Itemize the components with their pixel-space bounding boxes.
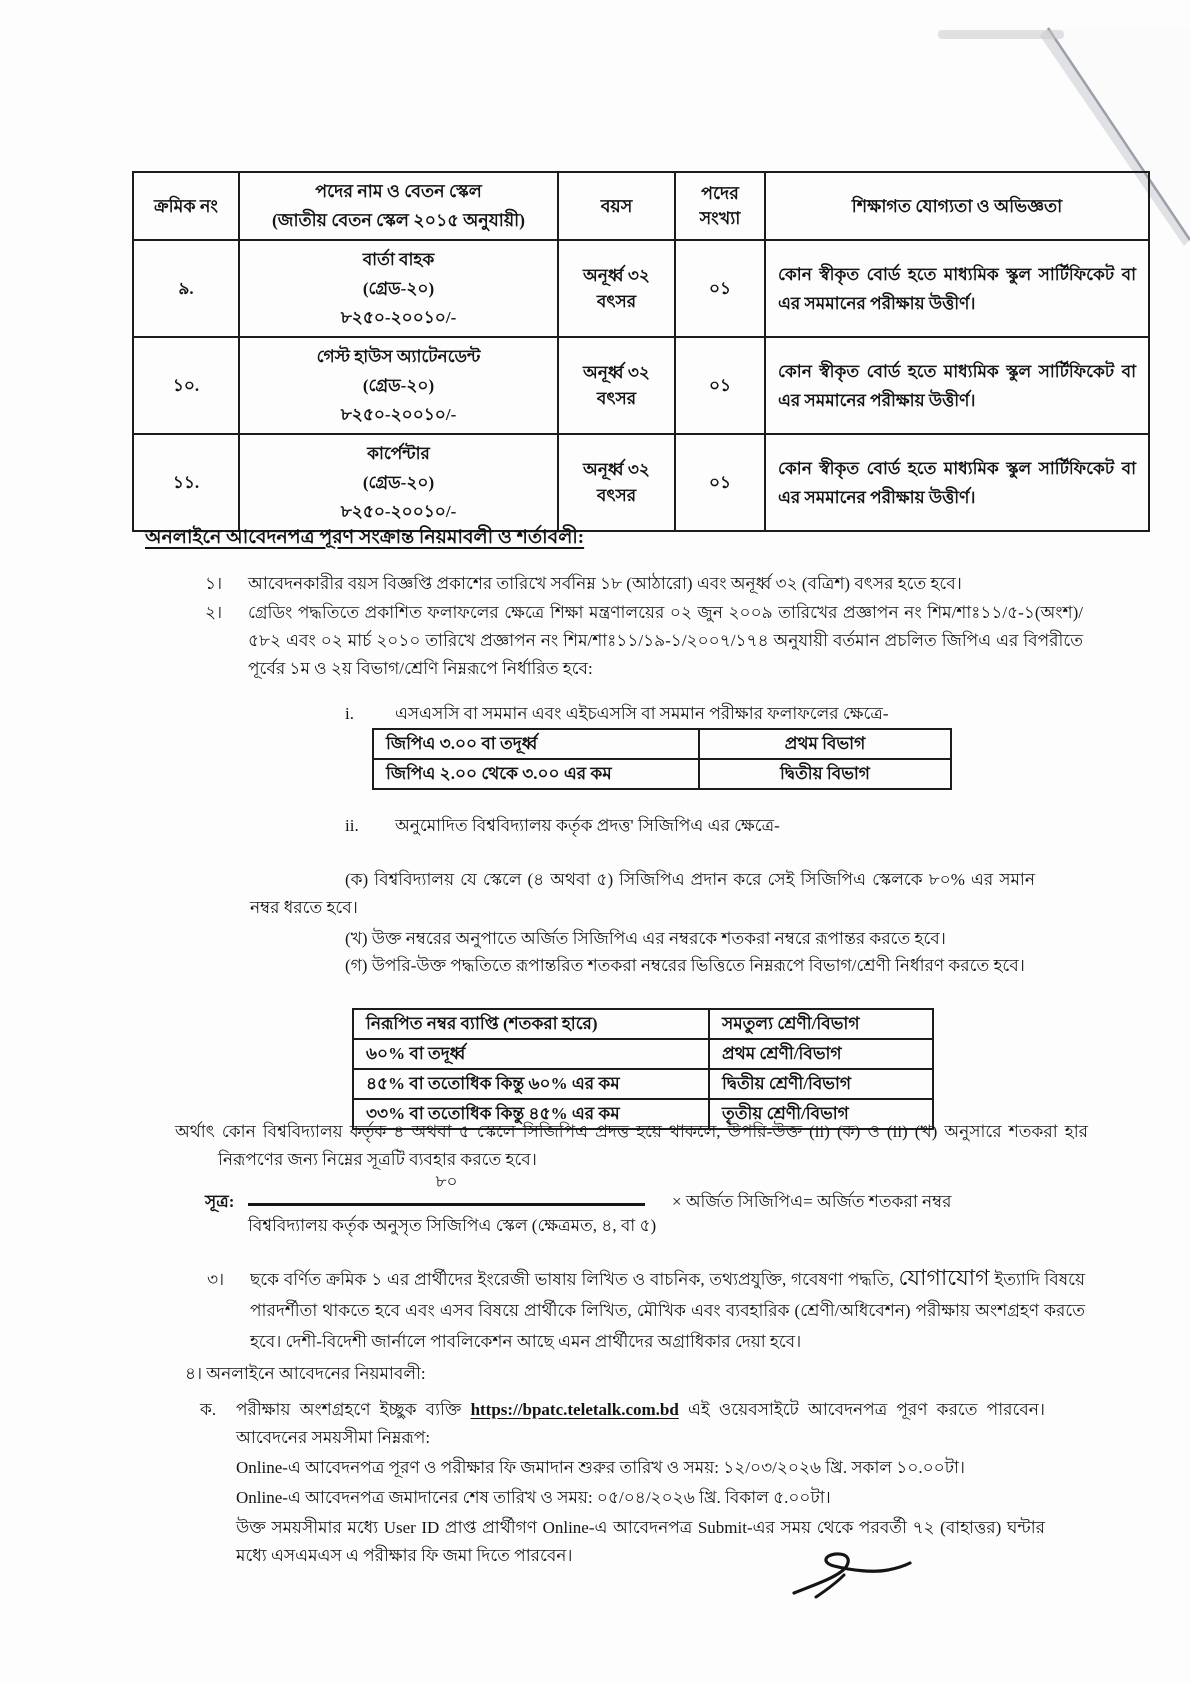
note-paragraph: অর্থাৎ কোন বিশ্ববিদ্যালয় কর্তৃক ৪ অথবা ৫ স্কেলে সিজিপিএ প্রদত্ত হয়ে থাকলে, উপরি-উক্ত (ii) (ক) ও (ii) (খ) অনুসারে শতকরা হার নিরূপণের জন্য নিম্নের সূত্রটি ব্যবহার করতে হবে। [175,1122,1088,1169]
col-header-qualification: শিক্ষাগত যোগ্যতা ও অভিজ্ঞতা [765,172,1149,240]
rule-item-2 [205,599,1083,683]
post-name: কার্পেন্টার [367,444,430,463]
sub-item-ii [345,812,1025,840]
formula-denominator: বিশ্ববিদ্যালয় কর্তৃক অনুসৃত সিজিপিএ স্কেল (ক্ষেত্রমত, ৪, বা ৫) [248,1216,657,1235]
col-header-age: বয়স [558,172,675,240]
serial-cell: ১১. [133,434,239,531]
formula-fraction-line [248,1203,645,1206]
post-pay-scale: ৮২৫০-২০০১০/- [340,405,457,424]
col-header-serial: ক্রমিক নং [133,172,239,240]
rules-heading: অনলাইনে আবেদনপত্র পূরণ সংক্রান্ত নিয়মাবলী ও শর্তাবলী: [145,527,585,548]
serial-cell: ১০. [133,337,239,434]
positions-table [132,171,1150,532]
marks-division-table [352,1008,934,1130]
para-kha: (খ) উক্ত নম্বরের অনুপাতে অর্জিত সিজিপিএ এর নম্বরকে শতকরা নম্বরে রূপান্তর করতে হবে। [345,929,946,948]
gpa-division-table [372,728,952,790]
post-cell [239,240,558,337]
division-cell: প্রথম বিভাগ [699,729,951,759]
online-start-line: Online-এ আবেদনপত্র পূরণ ও পরীক্ষার ফি জমাদান শুরুর তারিখ ও সময়: ১২/০৩/২০২৬ খ্রি. সকাল ১০.০০টা। [236,1458,966,1477]
formula-rhs: × অর্জিত সিজিপিএ= অর্জিত শতকরা নম্বর [672,1192,952,1211]
col-header-count: পদের সংখ্যা [675,172,765,240]
serial-cell: ৯. [133,240,239,337]
post-cell [239,434,558,531]
sub-item-i [345,700,1025,728]
class-cell: তৃতীয় শ্রেণী/বিভাগ [709,1099,933,1129]
count-cell: ০১ [675,240,765,337]
table-header-row [353,1009,933,1039]
gpa-range-cell: জিপিএ ৩.০০ বা তদূর্ধ্ব [373,729,699,759]
marks-range-cell: ৩৩% বা ততোধিক কিন্তু ৪৫% এর কম [353,1099,709,1129]
rule-item-1 [205,570,1083,598]
class-cell: দ্বিতীয় শ্রেণী/বিভাগ [709,1069,933,1099]
table-row [373,759,951,789]
application-website-link[interactable]: https://bpatc.teletalk.com.bd [470,1400,679,1419]
rule-item-3-number: ৩। [207,1270,225,1289]
col-header-post-line2: (জাতীয় বেতন স্কেল ২০১৫ অনুযায়ী) [271,210,526,230]
col-header-post-line1: পদের নাম ও বেতন স্কেল [315,181,482,201]
gpa-range-cell: জিপিএ ২.০০ থেকে ৩.০০ এর কম [373,759,699,789]
post-grade: (গ্রেড-২০) [362,376,435,395]
post-name: বার্তা বাহক [362,250,435,269]
ka2-label: ক. [200,1400,217,1419]
rule-item-1-number: ১। [205,574,223,593]
count-cell: ০১ [675,337,765,434]
positions-table-header-row [133,172,1149,240]
age-cell: অনূর্ধ্ব ৩২ বৎসর [558,240,675,337]
post-cell [239,337,558,434]
division-cell: দ্বিতীয় বিভাগ [699,759,951,789]
ka2-text-2: এই ওয়েবসাইটে আবেদনপত্র পূরণ করতে পারবেন। আবেদনের সময়সীমা নিম্নরূপ: [236,1400,1045,1447]
rule-item-2-text: গ্রেডিং পদ্ধতিতে প্রকাশিত ফলাফলের ক্ষেত্রে শিক্ষা মন্ত্রণালয়ের ০২ জুন ২০০৯ তারিখের প্রজ্ঞাপন নং শিম/শাঃ১১/৫-১(অংশ)/৫৮২ এবং ০২ মার্চ ২০১০ তারিখে প্রজ্ঞাপন নং শিম/শাঃ১১/১৯-১/২০০৭/১৭৪ অনুযায়ী বর্তমান প্রচলিত জিপিএ এর বিপরীতে পূর্বের ১ম ও ২য় বিভাগ/শ্রেণি নিম্নরূপে নির্ধারিত হবে: [248,603,1083,678]
online-end-line: Online-এ আবেদনপত্র জমাদানের শেষ তারিখ ও সময়: ০৫/০৪/২০২৬ খ্রি. বিকাল ৫.০০টা। [236,1488,831,1507]
rule-item-3-text-1: ছকে বর্ণিত ক্রমিক ১ এর প্রার্থীদের ইংরেজী ভাষায় লিখিত ও বাচনিক, তথ্যপ্রযুক্তি, গবেষণা পদ্ধতি, [250,1270,899,1289]
qualification-cell: কোন স্বীকৃত বোর্ড হতে মাধ্যমিক স্কুল সার্টিফিকেট বা এর সমমানের পরীক্ষায় উত্তীর্ণ। [765,434,1149,531]
rule-item-2-number: ২। [205,603,223,622]
ka2-intro [200,1396,1045,1452]
sub-item-ii-label: ii. [345,816,359,835]
count-cell: ০১ [675,434,765,531]
col-header-post [239,172,558,240]
sub-item-ii-text: অনুমোদিত বিশ্ববিদ্যালয় কর্তৃক প্রদত্ত' সিজিপিএ এর ক্ষেত্রে- [395,816,780,835]
table-row-10 [133,337,1149,434]
class-header: সমতুল্য শ্রেণী/বিভাগ [709,1009,933,1039]
post-pay-scale: ৮২৫০-২০০১০/- [340,308,457,327]
table-row [373,729,951,759]
table-row-9 [133,240,1149,337]
rule-item-3-emphasis: যোগাযোগ [898,1265,990,1290]
qualification-cell: কোন স্বীকৃত বোর্ড হতে মাধ্যমিক স্কুল সার্টিফিকেট বা এর সমমানের পরীক্ষায় উত্তীর্ণ। [765,240,1149,337]
qualification-cell: কোন স্বীকৃত বোর্ড হতে মাধ্যমিক স্কুল সার্টিফিকেট বা এর সমমানের পরীক্ষায় উত্তীর্ণ। [765,337,1149,434]
table-row [353,1039,933,1069]
rule-item-3-text-2: ইত্যাদি বিষয়ে পারদর্শীতা থাকতে হবে এবং এসব বিষয়ে প্রার্থীকে লিখিত, মৌখিক এবং ব্যবহারিক (শ্রেণী/অধিবেশন) পরীক্ষায় অংশগ্রহণ করতে হবে। দেশী-বিদেশী জার্নালে পাবলিকেশন আছে এমন প্রার্থীদের অগ্রাধিকার দেয়া হবে। [250,1270,1085,1351]
class-cell: প্রথম শ্রেণী/বিভাগ [709,1039,933,1069]
marks-range-header: নিরূপিত নম্বর ব্যাপ্তি (শতকরা হারে) [353,1009,709,1039]
table-row [353,1069,933,1099]
marks-range-cell: ৪৫% বা ততোধিক কিন্তু ৬০% এর কম [353,1069,709,1099]
formula-label: সূত্র: [205,1192,235,1211]
post-grade: (গ্রেড-২০) [362,279,435,298]
post-pay-scale: ৮২৫০-২০০১০/- [340,502,457,521]
sub-item-i-label: i. [345,704,354,723]
sms-fee-note: উক্ত সময়সীমার মধ্যে User ID প্রাপ্ত প্রার্থীগণ Online-এ আবেদনপত্র Submit-এর সময় থেকে পরবর্তী ৭২ (বাহাত্তর) ঘন্টার মধ্যে এসএমএস এ পরীক্ষার ফি জমা দিতে পারবেন। [236,1518,1045,1565]
age-cell: অনূর্ধ্ব ৩২ বৎসর [558,434,675,531]
age-cell: অনূর্ধ্ব ৩২ বৎসর [558,337,675,434]
para-ga: (গ) উপরি-উক্ত পদ্ধতিতে রূপান্তরিত শতকরা নম্বরের ভিত্তিতে নিম্নরূপে বিভাগ/শ্রেণী নির্ধারণ করতে হবে। [345,956,1025,975]
marks-range-cell: ৬০% বা তদূর্ধ্ব [353,1039,709,1069]
post-name: গেস্ট হাউস অ্যাটেনডেন্ট [316,347,481,366]
rule-item-1-text: আবেদনকারীর বয়স বিজ্ঞপ্তি প্রকাশের তারিখে সর্বনিম্ন ১৮ (আঠারো) এবং অনূর্ধ্ব ৩২ (বত্রিশ) বৎসর হতে হবে। [248,574,962,593]
table-row-11 [133,434,1149,531]
para-ka: (ক) বিশ্ববিদ্যালয় যে স্কেলে (৪ অথবা ৫) সিজিপিএ প্রদান করে সেই সিজিপিএ স্কেলকে ৮০% এর সমান নম্বর ধরতে হবে। [250,870,1035,917]
signature [780,1545,920,1607]
post-grade: (গ্রেড-২০) [362,473,435,492]
rule-item-4: ৪। অনলাইনে আবেদনের নিয়মাবলী: [185,1364,426,1383]
formula-numerator: ৮০ [435,1172,458,1191]
rule-item-3 [207,1262,1085,1357]
rule-item-ka2 [200,1396,1045,1570]
ka2-text-1: পরীক্ষায় অংশগ্রহণে ইচ্ছুক ব্যক্তি [236,1400,471,1419]
sub-item-i-text: এসএসসি বা সমমান এবং এইচএসসি বা সমমান পরীক্ষার ফলাফলের ক্ষেত্রে- [395,704,889,723]
